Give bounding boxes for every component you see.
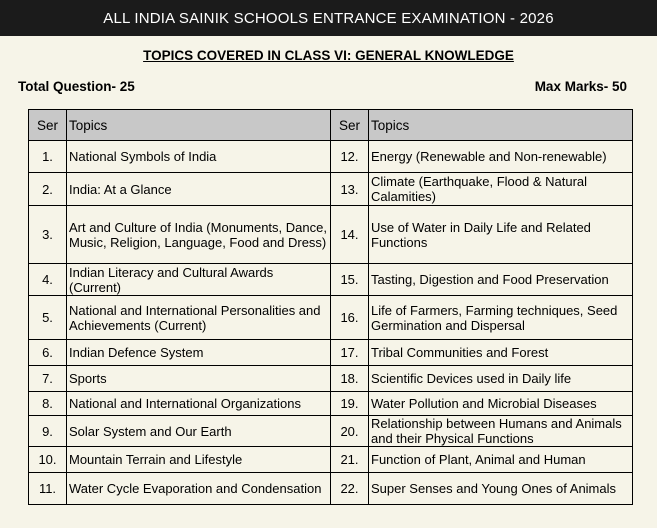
exam-title: ALL INDIA SAINIK SCHOOLS ENTRANCE EXAMINATION - 2026	[103, 9, 554, 27]
max-marks: Max Marks- 50	[534, 79, 627, 94]
row-serial: 11.	[29, 473, 67, 505]
row-topic: Tribal Communities and Forest	[369, 340, 633, 366]
row-topic: Super Senses and Young Ones of Animals	[369, 473, 633, 505]
row-topic: Tasting, Digestion and Food Preservation	[369, 264, 633, 296]
table-row	[29, 416, 633, 447]
row-serial: 18.	[331, 366, 369, 392]
row-serial: 15.	[331, 264, 369, 296]
row-serial: 6.	[29, 340, 67, 366]
row-serial: 14.	[331, 206, 369, 264]
row-serial: 12.	[331, 141, 369, 173]
table-row	[29, 447, 633, 473]
header-topics-right: Topics	[369, 110, 633, 141]
row-topic: India: At a Glance	[67, 173, 331, 206]
table-row	[29, 473, 633, 505]
row-topic: Use of Water in Daily Life and Related Functions	[369, 206, 633, 264]
row-serial: 1.	[29, 141, 67, 173]
row-serial: 17.	[331, 340, 369, 366]
row-topic: Function of Plant, Animal and Human	[369, 447, 633, 473]
row-topic: Energy (Renewable and Non-renewable)	[369, 141, 633, 173]
topics-table	[28, 109, 633, 505]
table-row	[29, 206, 633, 264]
row-topic: Scientific Devices used in Daily life	[369, 366, 633, 392]
table-row	[29, 141, 633, 173]
page-subtitle: TOPICS COVERED IN CLASS VI: GENERAL KNOWLEDGE	[143, 48, 514, 63]
row-serial: 10.	[29, 447, 67, 473]
row-serial: 16.	[331, 296, 369, 340]
table-row	[29, 296, 633, 340]
table-row	[29, 340, 633, 366]
row-serial: 8.	[29, 392, 67, 416]
row-topic: Water Cycle Evaporation and Condensation	[67, 473, 331, 505]
table-row	[29, 264, 633, 296]
header-ser-right: Ser	[331, 110, 369, 141]
table-row	[29, 392, 633, 416]
row-serial: 22.	[331, 473, 369, 505]
header-ser-left: Ser	[29, 110, 67, 141]
row-topic: Art and Culture of India (Monuments, Dance, Music, Religion, Language, Food and Dress)	[67, 206, 331, 264]
header-topics-left: Topics	[67, 110, 331, 141]
row-serial: 21.	[331, 447, 369, 473]
row-topic: Life of Farmers, Farming techniques, Seed Germination and Dispersal	[369, 296, 633, 340]
row-serial: 19.	[331, 392, 369, 416]
row-topic: Indian Literacy and Cultural Awards (Current)	[67, 264, 331, 296]
table-row	[29, 173, 633, 206]
exam-banner	[0, 0, 657, 36]
row-serial: 7.	[29, 366, 67, 392]
row-serial: 9.	[29, 416, 67, 447]
row-serial: 3.	[29, 206, 67, 264]
row-topic: National Symbols of India	[67, 141, 331, 173]
row-topic: National and International Personalities and Achievements (Current)	[67, 296, 331, 340]
table-row	[29, 366, 633, 392]
row-serial: 2.	[29, 173, 67, 206]
total-question: Total Question- 25	[18, 79, 135, 94]
row-topic: Indian Defence System	[67, 340, 331, 366]
row-topic: Water Pollution and Microbial Diseases	[369, 392, 633, 416]
table-header-row	[29, 110, 633, 141]
row-topic: Climate (Earthquake, Flood & Natural Calamities)	[369, 173, 633, 206]
row-serial: 4.	[29, 264, 67, 296]
row-serial: 13.	[331, 173, 369, 206]
row-serial: 20.	[331, 416, 369, 447]
row-serial: 5.	[29, 296, 67, 340]
row-topic: Sports	[67, 366, 331, 392]
row-topic: Relationship between Humans and Animals and their Physical Functions	[369, 416, 633, 447]
row-topic: National and International Organizations	[67, 392, 331, 416]
row-topic: Mountain Terrain and Lifestyle	[67, 447, 331, 473]
row-topic: Solar System and Our Earth	[67, 416, 331, 447]
